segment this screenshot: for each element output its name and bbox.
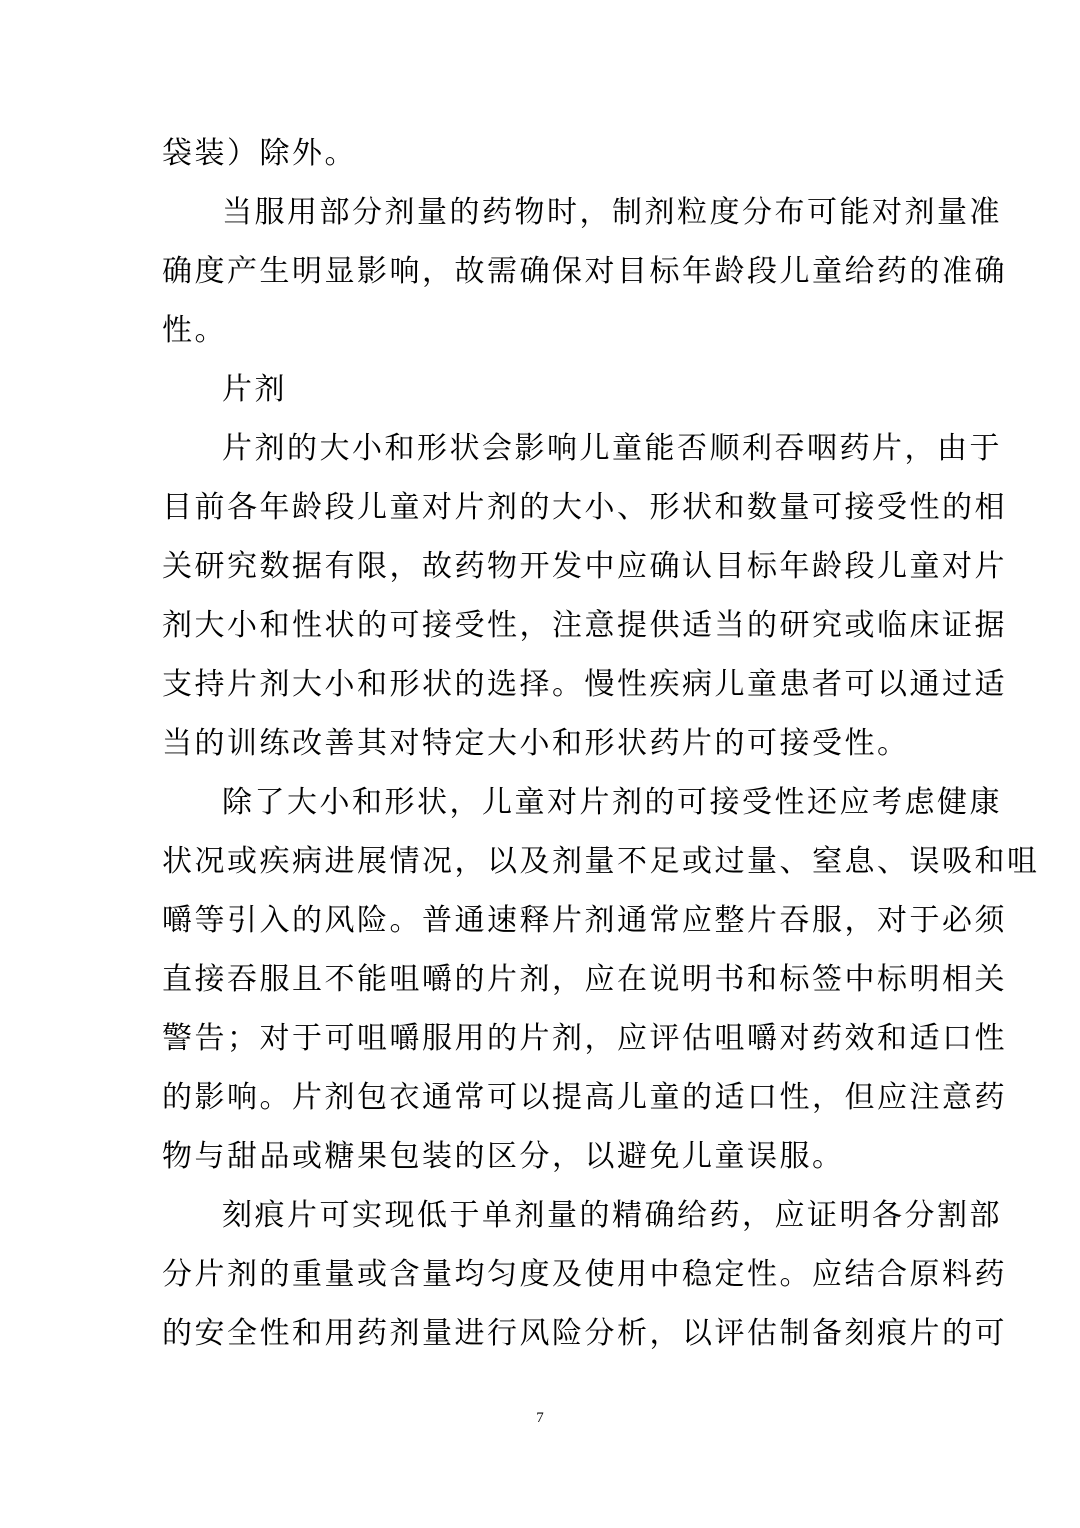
page-number: 7 [536, 1410, 544, 1426]
text-line: 除了大小和形状，儿童对片剂的可接受性还应考虑健康 [222, 785, 1002, 820]
text-line: 目前各年龄段儿童对片剂的大小、形状和数量可接受性的相 [162, 490, 1007, 525]
section-heading-tablets [162, 360, 918, 419]
text-line: 刻痕片可实现低于单剂量的精确给药，应证明各分割部 [222, 1198, 1002, 1233]
text-line: 当服用部分剂量的药物时，制剂粒度分布可能对剂量准 [222, 195, 1002, 230]
heading-text: 片剂 [222, 372, 287, 407]
paragraph-tablet-size-shape [162, 419, 1007, 773]
text-line: 支持片剂大小和形状的选择。慢性疾病儿童患者可以通过适 [162, 667, 1007, 702]
text-line: 嚼等引入的风险。普通速释片剂通常应整片吞服，对于必须 [162, 903, 1007, 938]
text-line: 关研究数据有限，故药物开发中应确认目标年龄段儿童对片 [162, 549, 1007, 584]
document-body [162, 124, 1040, 1363]
paragraph-scored-tablets [162, 1186, 1007, 1363]
paragraph-particle-size [162, 183, 1007, 360]
text-line: 剂大小和性状的可接受性，注意提供适当的研究或临床证据 [162, 608, 1007, 643]
text-line: 确度产生明显影响，故需确保对目标年龄段儿童给药的准确 [162, 254, 1007, 289]
text-line: 直接吞服且不能咀嚼的片剂，应在说明书和标签中标明相关 [162, 962, 1007, 997]
text-line: 的影响。片剂包衣通常可以提高儿童的适口性，但应注意药 [162, 1080, 1007, 1115]
text-line: 物与甜品或糖果包装的区分，以避免儿童误服。 [162, 1139, 845, 1174]
paragraph-tablet-acceptability [162, 773, 1040, 1186]
text-line: 状况或疾病进展情况，以及剂量不足或过量、窒息、误吸和咀 [162, 844, 1040, 879]
text-line: 警告；对于可咀嚼服用的片剂，应评估咀嚼对药效和适口性 [162, 1021, 1007, 1056]
text-line: 的安全性和用药剂量进行风险分析，以评估制备刻痕片的可 [162, 1316, 1007, 1351]
text-line: 袋装）除外。 [162, 136, 357, 171]
text-line: 片剂的大小和形状会影响儿童能否顺利吞咽药片，由于 [222, 431, 1002, 466]
text-line: 当的训练改善其对特定大小和形状药片的可接受性。 [162, 726, 910, 761]
paragraph-continuation [162, 124, 918, 183]
text-line: 性。 [162, 313, 227, 348]
text-line: 分片剂的重量或含量均匀度及使用中稳定性。应结合原料药 [162, 1257, 1007, 1292]
